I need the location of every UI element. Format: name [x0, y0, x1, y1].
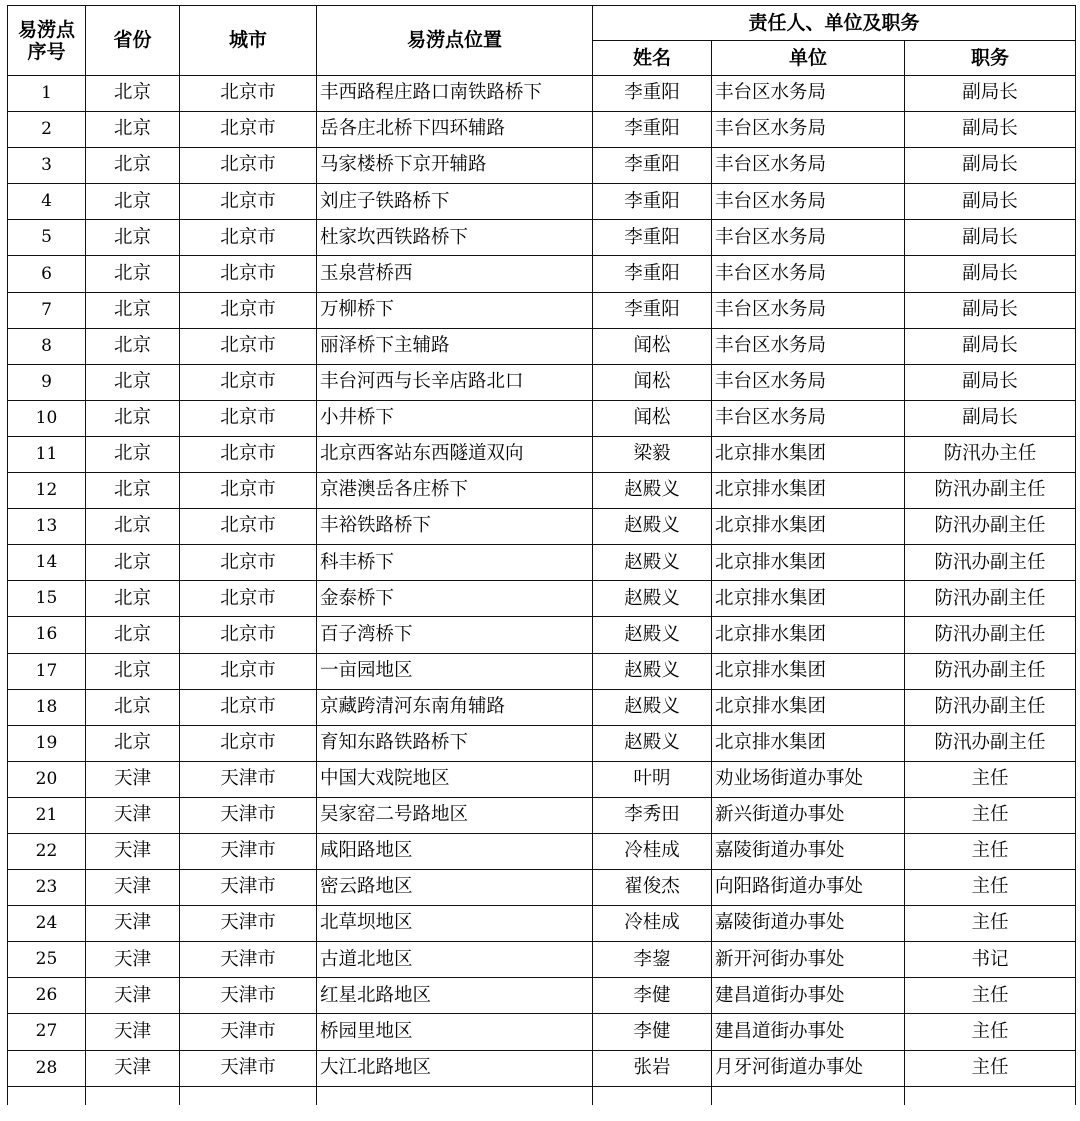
cell-seq: 10 [8, 400, 86, 436]
cell-unit: 月牙河街道办事处 [712, 1050, 905, 1086]
cell-city: 北京市 [180, 473, 317, 509]
cell-person-name: 李鋆 [593, 942, 712, 978]
cell-title: 防汛办副主任 [905, 473, 1076, 509]
cell-title: 主任 [905, 978, 1076, 1014]
partial-row-cutoff [8, 1086, 1076, 1105]
cell-person-name: 赵殿义 [593, 653, 712, 689]
cell-location: 北草坝地区 [317, 906, 593, 942]
cell-seq: 14 [8, 545, 86, 581]
cell-province: 北京 [86, 617, 180, 653]
partial-cell [593, 1086, 712, 1105]
cell-location: 丰台河西与长辛店路北口 [317, 364, 593, 400]
cell-location: 红星北路地区 [317, 978, 593, 1014]
cell-unit: 嘉陵街道办事处 [712, 906, 905, 942]
cell-seq: 9 [8, 364, 86, 400]
cell-title: 防汛办副主任 [905, 581, 1076, 617]
cell-seq: 4 [8, 184, 86, 220]
table-row [8, 833, 1076, 869]
header-name: 姓名 [593, 41, 712, 76]
cell-province: 北京 [86, 256, 180, 292]
cell-title: 主任 [905, 833, 1076, 869]
cell-title: 主任 [905, 761, 1076, 797]
cell-city: 北京市 [180, 617, 317, 653]
table-row [8, 725, 1076, 761]
cell-unit: 北京排水集团 [712, 436, 905, 472]
table-row [8, 328, 1076, 364]
table-row [8, 978, 1076, 1014]
cell-location: 京港澳岳各庄桥下 [317, 473, 593, 509]
cell-seq: 25 [8, 942, 86, 978]
cell-province: 北京 [86, 581, 180, 617]
cell-seq: 23 [8, 870, 86, 906]
cell-seq: 11 [8, 436, 86, 472]
table-row [8, 581, 1076, 617]
table-row [8, 256, 1076, 292]
cell-unit: 丰台区水务局 [712, 364, 905, 400]
cell-location: 大江北路地区 [317, 1050, 593, 1086]
cell-seq: 6 [8, 256, 86, 292]
cell-title: 主任 [905, 797, 1076, 833]
header-city: 城市 [180, 6, 317, 76]
cell-seq: 12 [8, 473, 86, 509]
cell-province: 北京 [86, 328, 180, 364]
partial-cell [8, 1086, 86, 1105]
cell-city: 北京市 [180, 725, 317, 761]
cell-province: 北京 [86, 436, 180, 472]
cell-person-name: 李健 [593, 978, 712, 1014]
cell-location: 科丰桥下 [317, 545, 593, 581]
cell-person-name: 李秀田 [593, 797, 712, 833]
cell-city: 北京市 [180, 436, 317, 472]
cell-title: 防汛办副主任 [905, 689, 1076, 725]
cell-city: 北京市 [180, 400, 317, 436]
cell-unit: 北京排水集团 [712, 653, 905, 689]
cell-title: 副局长 [905, 364, 1076, 400]
table-row [8, 1050, 1076, 1086]
partial-cell [712, 1086, 905, 1105]
table-row [8, 761, 1076, 797]
cell-location: 育知东路铁路桥下 [317, 725, 593, 761]
cell-province: 北京 [86, 292, 180, 328]
cell-province: 北京 [86, 689, 180, 725]
header-location: 易涝点位置 [317, 6, 593, 76]
cell-location: 丰裕铁路桥下 [317, 509, 593, 545]
waterlogging-responsibility-table [7, 5, 1076, 1105]
table-row [8, 184, 1076, 220]
cell-person-name: 冷桂成 [593, 833, 712, 869]
cell-city: 天津市 [180, 978, 317, 1014]
cell-title: 防汛办副主任 [905, 545, 1076, 581]
cell-seq: 1 [8, 76, 86, 112]
cell-city: 北京市 [180, 292, 317, 328]
cell-province: 北京 [86, 725, 180, 761]
cell-seq: 24 [8, 906, 86, 942]
cell-seq: 21 [8, 797, 86, 833]
cell-province: 北京 [86, 220, 180, 256]
table-row [8, 292, 1076, 328]
cell-title: 主任 [905, 1014, 1076, 1050]
cell-province: 天津 [86, 1050, 180, 1086]
cell-unit: 建昌道街办事处 [712, 1014, 905, 1050]
cell-title: 副局长 [905, 148, 1076, 184]
cell-seq: 13 [8, 509, 86, 545]
cell-title: 防汛办副主任 [905, 617, 1076, 653]
cell-unit: 新开河街办事处 [712, 942, 905, 978]
cell-province: 天津 [86, 942, 180, 978]
cell-unit: 北京排水集团 [712, 689, 905, 725]
cell-city: 北京市 [180, 689, 317, 725]
cell-province: 北京 [86, 112, 180, 148]
header-province: 省份 [86, 6, 180, 76]
cell-province: 天津 [86, 1014, 180, 1050]
cell-seq: 27 [8, 1014, 86, 1050]
cell-person-name: 梁毅 [593, 436, 712, 472]
cell-unit: 丰台区水务局 [712, 256, 905, 292]
cell-province: 天津 [86, 761, 180, 797]
cell-seq: 15 [8, 581, 86, 617]
cell-person-name: 李重阳 [593, 112, 712, 148]
cell-seq: 26 [8, 978, 86, 1014]
cell-seq: 3 [8, 148, 86, 184]
cell-unit: 建昌道街办事处 [712, 978, 905, 1014]
cell-title: 主任 [905, 870, 1076, 906]
table-row [8, 400, 1076, 436]
cell-unit: 北京排水集团 [712, 725, 905, 761]
cell-location: 岳各庄北桥下四环辅路 [317, 112, 593, 148]
table-body [8, 76, 1076, 1105]
cell-unit: 丰台区水务局 [712, 292, 905, 328]
cell-province: 天津 [86, 978, 180, 1014]
header-seq [8, 6, 86, 76]
header-seq-line2: 序号 [27, 40, 66, 63]
cell-unit: 北京排水集团 [712, 617, 905, 653]
table-row [8, 112, 1076, 148]
table-row [8, 148, 1076, 184]
cell-person-name: 赵殿义 [593, 689, 712, 725]
cell-province: 北京 [86, 653, 180, 689]
cell-location: 百子湾桥下 [317, 617, 593, 653]
cell-title: 副局长 [905, 220, 1076, 256]
cell-city: 北京市 [180, 328, 317, 364]
cell-location: 万柳桥下 [317, 292, 593, 328]
table-header [8, 6, 1076, 76]
cell-province: 北京 [86, 184, 180, 220]
cell-person-name: 赵殿义 [593, 725, 712, 761]
cell-title: 副局长 [905, 400, 1076, 436]
cell-title: 副局长 [905, 184, 1076, 220]
cell-city: 天津市 [180, 833, 317, 869]
cell-person-name: 李重阳 [593, 220, 712, 256]
cell-city: 北京市 [180, 76, 317, 112]
table-row [8, 76, 1076, 112]
cell-unit: 丰台区水务局 [712, 112, 905, 148]
cell-unit: 新兴街道办事处 [712, 797, 905, 833]
cell-person-name: 李重阳 [593, 184, 712, 220]
cell-province: 北京 [86, 364, 180, 400]
cell-city: 北京市 [180, 653, 317, 689]
table-row [8, 906, 1076, 942]
cell-unit: 丰台区水务局 [712, 148, 905, 184]
cell-unit: 北京排水集团 [712, 545, 905, 581]
cell-province: 北京 [86, 509, 180, 545]
table-row [8, 689, 1076, 725]
cell-title: 副局长 [905, 112, 1076, 148]
cell-title: 防汛办副主任 [905, 725, 1076, 761]
cell-location: 中国大戏院地区 [317, 761, 593, 797]
cell-location: 咸阳路地区 [317, 833, 593, 869]
cell-unit: 劝业场街道办事处 [712, 761, 905, 797]
cell-location: 金泰桥下 [317, 581, 593, 617]
table-row [8, 220, 1076, 256]
table-row [8, 653, 1076, 689]
cell-person-name: 李重阳 [593, 292, 712, 328]
table-row [8, 545, 1076, 581]
cell-person-name: 李重阳 [593, 76, 712, 112]
cell-city: 天津市 [180, 942, 317, 978]
header-responsible-group: 责任人、单位及职务 [593, 6, 1076, 41]
cell-seq: 8 [8, 328, 86, 364]
cell-unit: 丰台区水务局 [712, 184, 905, 220]
cell-province: 天津 [86, 797, 180, 833]
cell-seq: 7 [8, 292, 86, 328]
cell-seq: 5 [8, 220, 86, 256]
cell-province: 北京 [86, 76, 180, 112]
cell-location: 刘庄子铁路桥下 [317, 184, 593, 220]
cell-person-name: 张岩 [593, 1050, 712, 1086]
cell-location: 杜家坎西铁路桥下 [317, 220, 593, 256]
header-seq-line1: 易涝点 [17, 18, 75, 41]
cell-unit: 向阳路街道办事处 [712, 870, 905, 906]
cell-title: 副局长 [905, 292, 1076, 328]
cell-province: 北京 [86, 400, 180, 436]
cell-location: 京藏跨清河东南角辅路 [317, 689, 593, 725]
cell-city: 北京市 [180, 509, 317, 545]
cell-person-name: 李重阳 [593, 148, 712, 184]
cell-location: 一亩园地区 [317, 653, 593, 689]
cell-unit: 丰台区水务局 [712, 328, 905, 364]
cell-unit: 丰台区水务局 [712, 400, 905, 436]
partial-cell [905, 1086, 1076, 1105]
cell-person-name: 赵殿义 [593, 509, 712, 545]
cell-seq: 16 [8, 617, 86, 653]
cell-city: 北京市 [180, 545, 317, 581]
cell-person-name: 赵殿义 [593, 473, 712, 509]
cell-seq: 18 [8, 689, 86, 725]
cell-province: 北京 [86, 473, 180, 509]
table-row [8, 436, 1076, 472]
cell-province: 天津 [86, 833, 180, 869]
table-row [8, 797, 1076, 833]
cell-city: 天津市 [180, 761, 317, 797]
cell-city: 天津市 [180, 797, 317, 833]
cell-seq: 22 [8, 833, 86, 869]
cell-location: 密云路地区 [317, 870, 593, 906]
cell-seq: 28 [8, 1050, 86, 1086]
cell-city: 天津市 [180, 906, 317, 942]
cell-person-name: 赵殿义 [593, 617, 712, 653]
cell-province: 北京 [86, 545, 180, 581]
cell-location: 小井桥下 [317, 400, 593, 436]
cell-city: 北京市 [180, 256, 317, 292]
responsibility-table-sheet [7, 5, 1075, 1105]
table-row [8, 473, 1076, 509]
cell-unit: 嘉陵街道办事处 [712, 833, 905, 869]
cell-title: 副局长 [905, 76, 1076, 112]
cell-seq: 19 [8, 725, 86, 761]
cell-province: 天津 [86, 870, 180, 906]
cell-city: 天津市 [180, 1050, 317, 1086]
partial-cell [86, 1086, 180, 1105]
cell-city: 北京市 [180, 581, 317, 617]
cell-seq: 20 [8, 761, 86, 797]
cell-person-name: 赵殿义 [593, 545, 712, 581]
cell-location: 桥园里地区 [317, 1014, 593, 1050]
cell-person-name: 李重阳 [593, 256, 712, 292]
cell-title: 副局长 [905, 328, 1076, 364]
cell-person-name: 翟俊杰 [593, 870, 712, 906]
partial-cell [180, 1086, 317, 1105]
cell-location: 丽泽桥下主辅路 [317, 328, 593, 364]
table-row [8, 942, 1076, 978]
cell-person-name: 闻松 [593, 400, 712, 436]
cell-title: 主任 [905, 906, 1076, 942]
header-unit: 单位 [712, 41, 905, 76]
cell-person-name: 李健 [593, 1014, 712, 1050]
cell-location: 北京西客站东西隧道双向 [317, 436, 593, 472]
cell-title: 副局长 [905, 256, 1076, 292]
cell-city: 北京市 [180, 364, 317, 400]
cell-unit: 北京排水集团 [712, 581, 905, 617]
cell-city: 天津市 [180, 870, 317, 906]
cell-title: 防汛办主任 [905, 436, 1076, 472]
cell-title: 防汛办副主任 [905, 653, 1076, 689]
cell-location: 丰西路程庄路口南铁路桥下 [317, 76, 593, 112]
cell-title: 书记 [905, 942, 1076, 978]
cell-person-name: 赵殿义 [593, 581, 712, 617]
table-row [8, 364, 1076, 400]
table-row [8, 1014, 1076, 1050]
cell-title: 主任 [905, 1050, 1076, 1086]
table-row [8, 870, 1076, 906]
cell-person-name: 叶明 [593, 761, 712, 797]
cell-province: 天津 [86, 906, 180, 942]
cell-unit: 北京排水集团 [712, 509, 905, 545]
cell-city: 北京市 [180, 148, 317, 184]
cell-seq: 2 [8, 112, 86, 148]
cell-city: 天津市 [180, 1014, 317, 1050]
cell-unit: 北京排水集团 [712, 473, 905, 509]
cell-location: 玉泉营桥西 [317, 256, 593, 292]
cell-city: 北京市 [180, 220, 317, 256]
cell-unit: 丰台区水务局 [712, 220, 905, 256]
cell-province: 北京 [86, 148, 180, 184]
cell-location: 马家楼桥下京开辅路 [317, 148, 593, 184]
table-row [8, 509, 1076, 545]
cell-location: 吴家窑二号路地区 [317, 797, 593, 833]
cell-person-name: 冷桂成 [593, 906, 712, 942]
cell-person-name: 闻松 [593, 328, 712, 364]
cell-seq: 17 [8, 653, 86, 689]
cell-location: 古道北地区 [317, 942, 593, 978]
cell-title: 防汛办副主任 [905, 509, 1076, 545]
cell-city: 北京市 [180, 184, 317, 220]
header-title: 职务 [905, 41, 1076, 76]
cell-city: 北京市 [180, 112, 317, 148]
table-row [8, 617, 1076, 653]
cell-person-name: 闻松 [593, 364, 712, 400]
partial-cell [317, 1086, 593, 1105]
cell-unit: 丰台区水务局 [712, 76, 905, 112]
